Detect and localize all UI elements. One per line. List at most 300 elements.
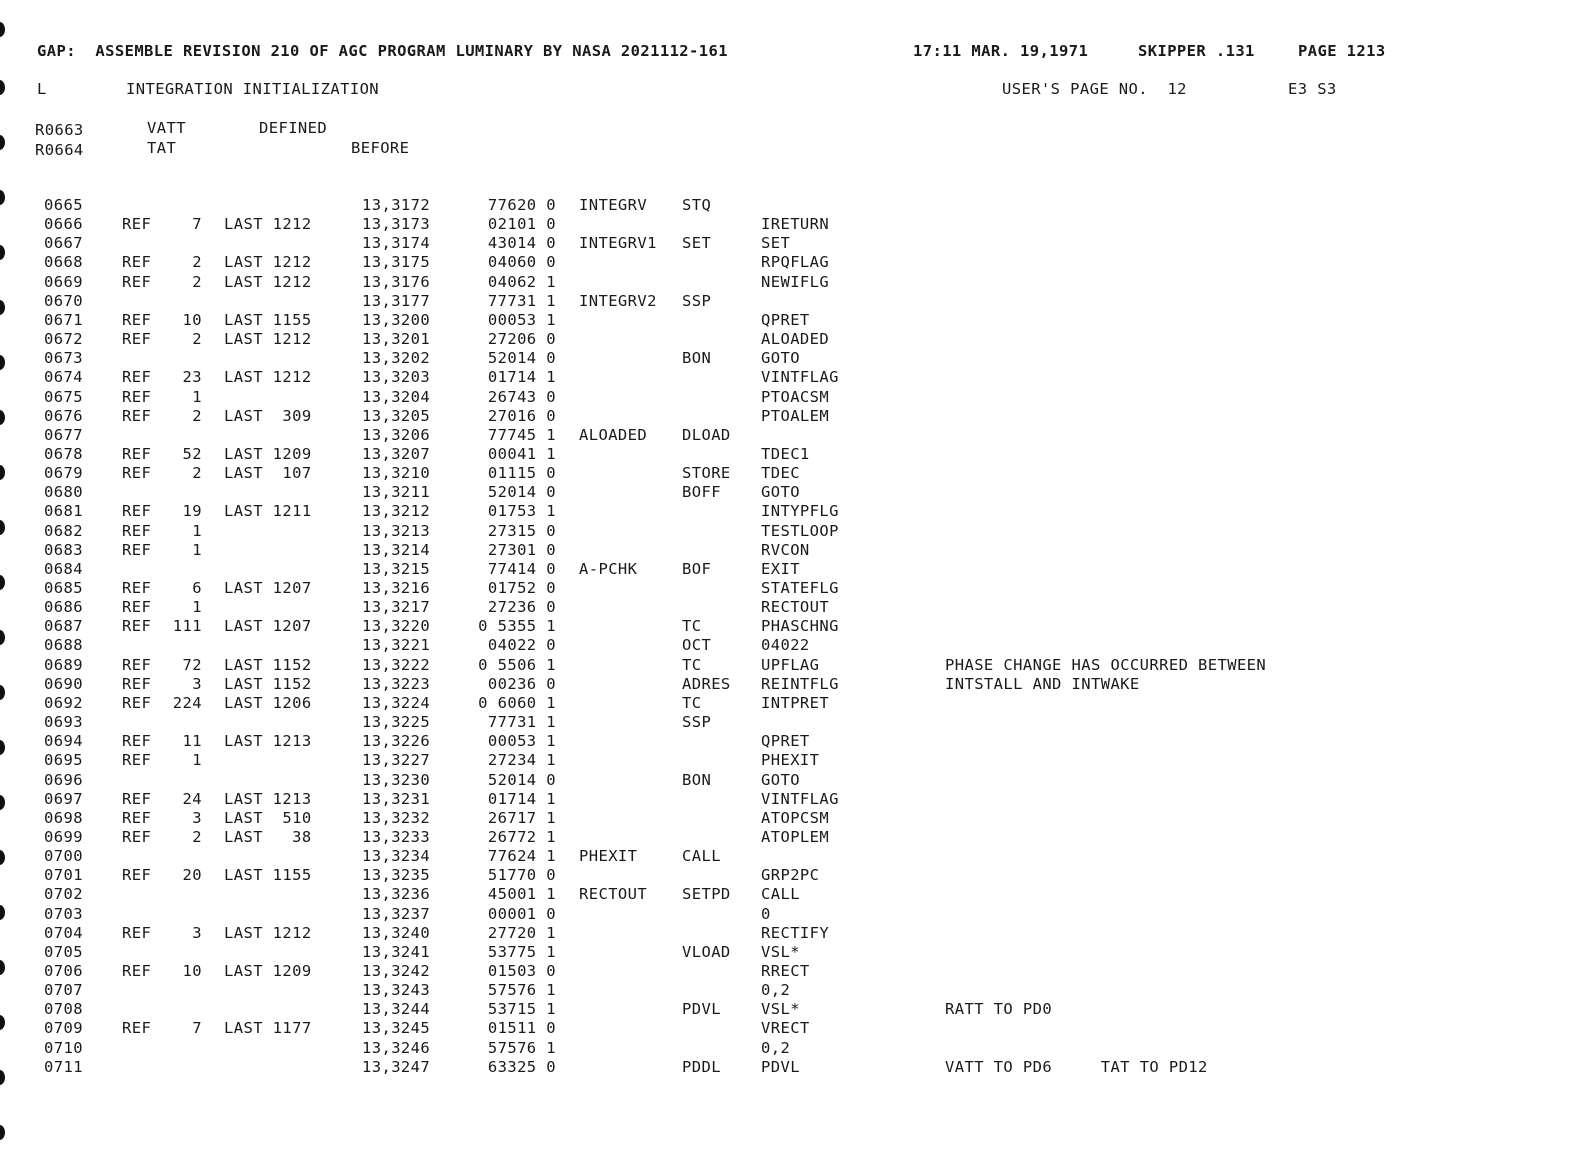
address: 13,3212 xyxy=(362,502,431,520)
line-number: 0670 xyxy=(44,292,83,310)
octal-word: 00053 1 xyxy=(487,732,556,750)
line-number: 0676 xyxy=(44,407,83,425)
operand: PTOACSM xyxy=(761,388,830,406)
address: 13,3203 xyxy=(362,368,431,386)
octal-word: 00236 0 xyxy=(487,675,556,693)
operand: VSL* xyxy=(761,1000,800,1018)
ref-marker: REF xyxy=(122,598,152,616)
ref-marker: REF xyxy=(122,1019,152,1037)
line-number: 0707 xyxy=(44,981,83,999)
ref-count: 3 xyxy=(192,809,202,827)
ref-count: 2 xyxy=(192,273,202,291)
ref-marker: REF xyxy=(122,388,152,406)
operand: VRECT xyxy=(761,1019,810,1037)
punch-hole xyxy=(0,190,5,205)
ref-count: 1 xyxy=(192,388,202,406)
octal-word: 04022 0 xyxy=(487,636,556,654)
address: 13,3200 xyxy=(362,311,431,329)
last-ref: LAST 1212 xyxy=(224,273,312,291)
octal-word: 02101 0 xyxy=(487,215,556,233)
octal-word: 26743 0 xyxy=(487,388,556,406)
octal-word: 77624 1 xyxy=(487,847,556,865)
octal-word: 00041 1 xyxy=(487,445,556,463)
ref-count: 10 xyxy=(182,962,202,980)
opcode: SETPD xyxy=(682,885,731,903)
line-number: 0685 xyxy=(44,579,83,597)
punch-hole xyxy=(0,795,5,810)
operand: ALOADED xyxy=(761,330,830,348)
line-number: 0675 xyxy=(44,388,83,406)
remark-line-number: R0663 xyxy=(35,121,84,139)
octal-word: 57576 1 xyxy=(487,981,556,999)
octal-word: 52014 0 xyxy=(487,349,556,367)
ref-count: 2 xyxy=(192,464,202,482)
octal-word: 0 5506 1 xyxy=(478,656,556,674)
punch-hole xyxy=(0,300,5,315)
ref-count: 111 xyxy=(172,617,202,635)
octal-word: 27720 1 xyxy=(487,924,556,942)
operator: SKIPPER .131 xyxy=(1138,42,1255,60)
line-number: 0684 xyxy=(44,560,83,578)
address: 13,3231 xyxy=(362,790,431,808)
punch-hole xyxy=(0,1070,5,1085)
operand: RECTIFY xyxy=(761,924,830,942)
line-number: 0667 xyxy=(44,234,83,252)
opcode: SET xyxy=(682,234,712,252)
line-number: 0699 xyxy=(44,828,83,846)
ref-count: 3 xyxy=(192,924,202,942)
ref-marker: REF xyxy=(122,464,152,482)
opcode: PDDL xyxy=(682,1058,721,1076)
operand: 0 xyxy=(761,905,771,923)
last-ref: LAST 1207 xyxy=(224,579,312,597)
punch-hole xyxy=(0,355,5,370)
line-number: 0703 xyxy=(44,905,83,923)
operand: TDEC1 xyxy=(761,445,810,463)
punch-hole xyxy=(0,740,5,755)
page-code: E3 S3 xyxy=(1288,80,1337,98)
line-number: 0679 xyxy=(44,464,83,482)
operand: UPFLAG xyxy=(761,656,820,674)
line-number: 0710 xyxy=(44,1039,83,1057)
octal-word: 77731 1 xyxy=(487,713,556,731)
octal-word: 27016 0 xyxy=(487,407,556,425)
line-number: 0700 xyxy=(44,847,83,865)
octal-word: 00053 1 xyxy=(487,311,556,329)
line-number: 0678 xyxy=(44,445,83,463)
operand: GOTO xyxy=(761,349,800,367)
operand: EXIT xyxy=(761,560,800,578)
octal-word: 26772 1 xyxy=(487,828,556,846)
ref-marker: REF xyxy=(122,273,152,291)
octal-word: 52014 0 xyxy=(487,771,556,789)
label: PHEXIT xyxy=(579,847,638,865)
octal-word: 27301 0 xyxy=(487,541,556,559)
operand: 0,2 xyxy=(761,981,791,999)
ref-count: 1 xyxy=(192,751,202,769)
ref-count: 2 xyxy=(192,828,202,846)
punch-hole xyxy=(0,850,5,865)
octal-word: 51770 0 xyxy=(487,866,556,884)
ref-marker: REF xyxy=(122,694,152,712)
line-number: 0692 xyxy=(44,694,83,712)
operand: TDEC xyxy=(761,464,800,482)
line-number: 0702 xyxy=(44,885,83,903)
line-number: 0671 xyxy=(44,311,83,329)
octal-word: 45001 1 xyxy=(487,885,556,903)
address: 13,3241 xyxy=(362,943,431,961)
operand: QPRET xyxy=(761,311,810,329)
ref-marker: REF xyxy=(122,732,152,750)
ref-count: 19 xyxy=(182,502,202,520)
address: 13,3237 xyxy=(362,905,431,923)
comment: RATT TO PD0 xyxy=(945,1000,1053,1018)
last-ref: LAST 1212 xyxy=(224,368,312,386)
last-ref: LAST 510 xyxy=(224,809,312,827)
ref-count: 3 xyxy=(192,675,202,693)
octal-word: 01714 1 xyxy=(487,368,556,386)
punch-hole xyxy=(0,575,5,590)
opcode: TC xyxy=(682,656,702,674)
octal-word: 43014 0 xyxy=(487,234,556,252)
last-ref: LAST 38 xyxy=(224,828,312,846)
opcode: STORE xyxy=(682,464,731,482)
ref-count: 1 xyxy=(192,522,202,540)
label: INTEGRV1 xyxy=(579,234,657,252)
line-number: 0673 xyxy=(44,349,83,367)
ref-count: 72 xyxy=(182,656,202,674)
operand: GRP2PC xyxy=(761,866,820,884)
address: 13,3233 xyxy=(362,828,431,846)
address: 13,3225 xyxy=(362,713,431,731)
address: 13,3236 xyxy=(362,885,431,903)
label: A-PCHK xyxy=(579,560,638,578)
address: 13,3223 xyxy=(362,675,431,693)
last-ref: LAST 1212 xyxy=(224,924,312,942)
opcode: PDVL xyxy=(682,1000,721,1018)
ref-marker: REF xyxy=(122,253,152,271)
address: 13,3222 xyxy=(362,656,431,674)
opcode: BON xyxy=(682,771,712,789)
remark-line-number: R0664 xyxy=(35,141,84,159)
octal-word: 01753 1 xyxy=(487,502,556,520)
ref-marker: REF xyxy=(122,617,152,635)
address: 13,3230 xyxy=(362,771,431,789)
octal-word: 0 5355 1 xyxy=(478,617,556,635)
ref-count: 7 xyxy=(192,1019,202,1037)
address: 13,3216 xyxy=(362,579,431,597)
operand: CALL xyxy=(761,885,800,903)
address: 13,3175 xyxy=(362,253,431,271)
ref-marker: REF xyxy=(122,579,152,597)
last-ref: LAST 1177 xyxy=(224,1019,312,1037)
octal-word: 57576 1 xyxy=(487,1039,556,1057)
opcode: OCT xyxy=(682,636,712,654)
address: 13,3224 xyxy=(362,694,431,712)
address: 13,3201 xyxy=(362,330,431,348)
operand: ATOPLEM xyxy=(761,828,830,846)
label: ALOADED xyxy=(579,426,648,444)
operand: GOTO xyxy=(761,483,800,501)
ref-count: 1 xyxy=(192,598,202,616)
line-number: 0666 xyxy=(44,215,83,233)
line-number: 0694 xyxy=(44,732,83,750)
octal-word: 01714 1 xyxy=(487,790,556,808)
operand: 04022 xyxy=(761,636,810,654)
octal-word: 53715 1 xyxy=(487,1000,556,1018)
ref-count: 52 xyxy=(182,445,202,463)
users-page: USER'S PAGE NO. 12 xyxy=(1002,80,1187,98)
remark-text: BEFORE xyxy=(351,139,410,157)
operand: IRETURN xyxy=(761,215,830,233)
ref-marker: REF xyxy=(122,656,152,674)
opcode: BOFF xyxy=(682,483,721,501)
punch-hole xyxy=(0,1015,5,1030)
address: 13,3202 xyxy=(362,349,431,367)
line-number: 0697 xyxy=(44,790,83,808)
line-number: 0711 xyxy=(44,1058,83,1076)
address: 13,3227 xyxy=(362,751,431,769)
line-number: 0709 xyxy=(44,1019,83,1037)
last-ref: LAST 1211 xyxy=(224,502,312,520)
operand: STATEFLG xyxy=(761,579,839,597)
page-number: PAGE 1213 xyxy=(1298,42,1386,60)
ref-marker: REF xyxy=(122,311,152,329)
operand: TESTLOOP xyxy=(761,522,839,540)
ref-marker: REF xyxy=(122,502,152,520)
opcode: BON xyxy=(682,349,712,367)
address: 13,3214 xyxy=(362,541,431,559)
remark-text: TAT xyxy=(147,139,177,157)
ref-marker: REF xyxy=(122,866,152,884)
opcode: TC xyxy=(682,617,702,635)
last-ref: LAST 1152 xyxy=(224,675,312,693)
comment: PHASE CHANGE HAS OCCURRED BETWEEN xyxy=(945,656,1267,674)
line-number: 0701 xyxy=(44,866,83,884)
address: 13,3217 xyxy=(362,598,431,616)
line-number: 0708 xyxy=(44,1000,83,1018)
assembly-title: GAP: ASSEMBLE REVISION 210 OF AGC PROGRAM LUMINARY BY NASA 2021112-161 xyxy=(37,42,728,60)
punch-hole xyxy=(0,960,5,975)
octal-word: 01511 0 xyxy=(487,1019,556,1037)
line-number: 0687 xyxy=(44,617,83,635)
last-ref: LAST 1155 xyxy=(224,866,312,884)
label: INTEGRV2 xyxy=(579,292,657,310)
ref-count: 11 xyxy=(182,732,202,750)
remark-text: VATT xyxy=(147,119,186,137)
ref-marker: REF xyxy=(122,924,152,942)
punch-hole xyxy=(0,520,5,535)
line-number: 0677 xyxy=(44,426,83,444)
ref-marker: REF xyxy=(122,962,152,980)
last-ref: LAST 1212 xyxy=(224,253,312,271)
opcode: SSP xyxy=(682,292,712,310)
ref-marker: REF xyxy=(122,751,152,769)
octal-word: 77414 0 xyxy=(487,560,556,578)
operand: PTOALEM xyxy=(761,407,830,425)
ref-marker: REF xyxy=(122,675,152,693)
operand: RRECT xyxy=(761,962,810,980)
operand: VINTFLAG xyxy=(761,368,839,386)
punch-hole xyxy=(0,135,5,150)
line-number: 0689 xyxy=(44,656,83,674)
address: 13,3232 xyxy=(362,809,431,827)
address: 13,3211 xyxy=(362,483,431,501)
address: 13,3213 xyxy=(362,522,431,540)
comment: VATT TO PD6 TAT TO PD12 xyxy=(945,1058,1208,1076)
opcode: CALL xyxy=(682,847,721,865)
address: 13,3242 xyxy=(362,962,431,980)
octal-word: 27206 0 xyxy=(487,330,556,348)
operand: RECTOUT xyxy=(761,598,830,616)
address: 13,3176 xyxy=(362,273,431,291)
opcode: STQ xyxy=(682,196,712,214)
address: 13,3221 xyxy=(362,636,431,654)
last-ref: LAST 1212 xyxy=(224,215,312,233)
log-section-title: INTEGRATION INITIALIZATION xyxy=(126,80,380,98)
punch-hole xyxy=(0,80,5,95)
punch-hole xyxy=(0,22,5,37)
octal-word: 00001 0 xyxy=(487,905,556,923)
line-number: 0680 xyxy=(44,483,83,501)
ref-count: 6 xyxy=(192,579,202,597)
address: 13,3174 xyxy=(362,234,431,252)
label: RECTOUT xyxy=(579,885,648,903)
ref-marker: REF xyxy=(122,368,152,386)
address: 13,3234 xyxy=(362,847,431,865)
octal-word: 52014 0 xyxy=(487,483,556,501)
octal-word: 77745 1 xyxy=(487,426,556,444)
ref-count: 24 xyxy=(182,790,202,808)
octal-word: 26717 1 xyxy=(487,809,556,827)
address: 13,3243 xyxy=(362,981,431,999)
line-number: 0693 xyxy=(44,713,83,731)
operand: 0,2 xyxy=(761,1039,791,1057)
operand: SET xyxy=(761,234,791,252)
operand: REINTFLG xyxy=(761,675,839,693)
ref-marker: REF xyxy=(122,790,152,808)
octal-word: 27315 0 xyxy=(487,522,556,540)
operand: PHASCHNG xyxy=(761,617,839,635)
octal-word: 27234 1 xyxy=(487,751,556,769)
opcode: ADRES xyxy=(682,675,731,693)
ref-count: 1 xyxy=(192,541,202,559)
remark-text: DEFINED xyxy=(259,119,328,137)
octal-word: 01115 0 xyxy=(487,464,556,482)
label: INTEGRV xyxy=(579,196,648,214)
ref-count: 2 xyxy=(192,407,202,425)
last-ref: LAST 107 xyxy=(224,464,312,482)
timestamp: 17:11 MAR. 19,1971 xyxy=(913,42,1089,60)
line-number: 0705 xyxy=(44,943,83,961)
address: 13,3206 xyxy=(362,426,431,444)
address: 13,3246 xyxy=(362,1039,431,1057)
line-number: 0669 xyxy=(44,273,83,291)
address: 13,3204 xyxy=(362,388,431,406)
opcode: VLOAD xyxy=(682,943,731,961)
line-number: 0681 xyxy=(44,502,83,520)
ref-marker: REF xyxy=(122,445,152,463)
punch-hole xyxy=(0,630,5,645)
last-ref: LAST 309 xyxy=(224,407,312,425)
ref-count: 20 xyxy=(182,866,202,884)
address: 13,3235 xyxy=(362,866,431,884)
line-number: 0668 xyxy=(44,253,83,271)
line-number: 0696 xyxy=(44,771,83,789)
operand: PDVL xyxy=(761,1058,800,1076)
address: 13,3220 xyxy=(362,617,431,635)
address: 13,3247 xyxy=(362,1058,431,1076)
address: 13,3244 xyxy=(362,1000,431,1018)
octal-word: 0 6060 1 xyxy=(478,694,556,712)
line-number: 0704 xyxy=(44,924,83,942)
octal-word: 01752 0 xyxy=(487,579,556,597)
last-ref: LAST 1213 xyxy=(224,732,312,750)
address: 13,3207 xyxy=(362,445,431,463)
operand: INTYPFLG xyxy=(761,502,839,520)
ref-count: 10 xyxy=(182,311,202,329)
octal-word: 01503 0 xyxy=(487,962,556,980)
operand: RPQFLAG xyxy=(761,253,830,271)
address: 13,3215 xyxy=(362,560,431,578)
octal-word: 27236 0 xyxy=(487,598,556,616)
operand: INTPRET xyxy=(761,694,830,712)
ref-count: 23 xyxy=(182,368,202,386)
line-number: 0706 xyxy=(44,962,83,980)
opcode: BOF xyxy=(682,560,712,578)
punch-hole xyxy=(0,465,5,480)
address: 13,3172 xyxy=(362,196,431,214)
ref-marker: REF xyxy=(122,828,152,846)
ref-marker: REF xyxy=(122,407,152,425)
address: 13,3177 xyxy=(362,292,431,310)
operand: QPRET xyxy=(761,732,810,750)
line-number: 0682 xyxy=(44,522,83,540)
line-number: 0665 xyxy=(44,196,83,214)
comment: INTSTALL AND INTWAKE xyxy=(945,675,1140,693)
ref-marker: REF xyxy=(122,330,152,348)
octal-word: 63325 0 xyxy=(487,1058,556,1076)
address: 13,3205 xyxy=(362,407,431,425)
last-ref: LAST 1207 xyxy=(224,617,312,635)
punch-hole xyxy=(0,905,5,920)
address: 13,3240 xyxy=(362,924,431,942)
operand: NEWIFLG xyxy=(761,273,830,291)
line-number: 0698 xyxy=(44,809,83,827)
last-ref: LAST 1206 xyxy=(224,694,312,712)
operand: VSL* xyxy=(761,943,800,961)
last-ref: LAST 1209 xyxy=(224,962,312,980)
line-number: 0674 xyxy=(44,368,83,386)
ref-marker: REF xyxy=(122,215,152,233)
operand: RVCON xyxy=(761,541,810,559)
last-ref: LAST 1213 xyxy=(224,790,312,808)
log-section-prefix: L xyxy=(37,80,47,98)
address: 13,3245 xyxy=(362,1019,431,1037)
line-number: 0672 xyxy=(44,330,83,348)
octal-word: 77731 1 xyxy=(487,292,556,310)
punch-hole xyxy=(0,410,5,425)
line-number: 0686 xyxy=(44,598,83,616)
punch-hole xyxy=(0,1125,5,1140)
line-number: 0688 xyxy=(44,636,83,654)
punch-hole xyxy=(0,245,5,260)
octal-word: 77620 0 xyxy=(487,196,556,214)
octal-word: 04060 0 xyxy=(487,253,556,271)
punch-hole xyxy=(0,685,5,700)
line-number: 0695 xyxy=(44,751,83,769)
last-ref: LAST 1152 xyxy=(224,656,312,674)
